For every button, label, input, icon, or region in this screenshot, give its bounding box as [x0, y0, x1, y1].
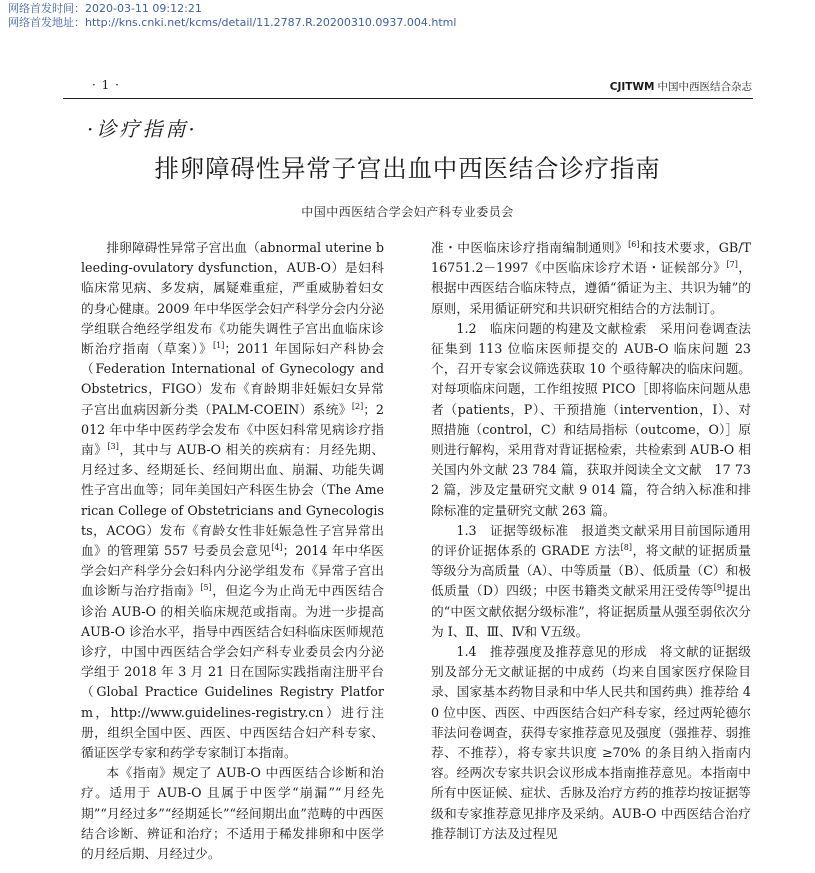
scope-paragraph: 本《指南》规定了 AUB-O 中西医结合诊断和治疗。适用于 AUB-O 且属于中医学“崩漏”“月经先期”“月经过多”“经期延长”“经间期出血”范畴的中西医结合诊断、辨证和治疗；不适用于稀发排卵和中医学的月经后期、月经过少。: [81, 765, 384, 862]
journal-abbreviation: CJITWM: [609, 81, 655, 93]
section-1-3: 1.3 证据等级标准 报道类文献采用目前国际通用的评价证据体系的 GRADE 方法[8]，将文献的证据质量等级分为高质量（A）、中等质量（B）、低质量（C）和极低质量（D）四级；中医书籍类文献采用汪受传等[9]提出的“中医文献依据分级标准”，将证据质量从强至弱依次分为 Ⅰ、Ⅱ、Ⅲ、Ⅳ和 Ⅴ五级。: [431, 522, 752, 639]
section-1-4: 1.4 推荐强度及推荐意见的形成 将文献的证据级别及部分无文献证据的中成药（均来自国家医疗保险目录、国家基本药物目录和中华人民共和国药典）推荐给 40 位中医、西医、中西医结合妇产科专家，经过两轮德尔菲法问卷调查，获得专家推荐意见及强度（强推荐、弱推荐、不推荐），将专家共识度 ≥70% 的条目纳入指南内容。经两次专家共识会议形成本指南推荐意见。本指南中所有中医证候、症状、舌脉及治疗方药的推荐均按证据等级和专家推荐意见排序及采纳。AUB-O 中西医结合治疗推荐制订方法及过程见: [431, 644, 751, 841]
citation-7[interactable]: [7]: [726, 259, 738, 269]
section-1-4-heading: 1.4 推荐强度及推荐意见的形成: [456, 644, 647, 660]
page-number: · 1 ·: [92, 78, 120, 92]
method-paragraph: 准・中医临床诊疗指南编制通则》[6]和技术要求，GB/T 16751.2－1997《中医临床诊疗术语・证候部分》[7]，根据中西医结合临床特点，遵循“循证为主、共识为辅”的原则，采用循证研究和共识研究相结合的方法制订。: [431, 239, 751, 316]
first-publication-address[interactable]: 网络首发地址：http://kns.cnki.net/kcms/detail/11.2787.R.20200310.0937.004.html: [8, 16, 457, 29]
journal-header: [610, 79, 752, 94]
journal-full-name: 中国中西医结合杂志: [657, 81, 752, 93]
citation-6[interactable]: [6]: [628, 239, 640, 249]
right-text-column: [431, 238, 751, 844]
citation-5[interactable]: [5]: [200, 583, 212, 593]
intro-paragraph: 排卵障碍性异常子宫出血（abnormal uterine bleeding-ovulatory dysfunction，AUB-O）是妇科临床常见病、多发病，属疑难重症，严重威胁着妇女的身心健康。2009 年中华医学会妇产科学分会内分泌学组联合绝经学组发布《功能失调性子宫出血临床诊断治疗指南（草案）》[1]；2011 年国际妇产科协会（Federation International of Gynecology and Obstetrics，FIGO）发布《育龄期非妊娠妇女异常子宫出血病因新分类（PALM-COEIN）系统》[2]；2012 年中华中医药学会发布《中医妇科常见病诊疗指南》[3]，其中与 AUB-O 相关的疾病有：月经先期、月经过多、经期延长、经间期出血、崩漏、功能失调性子宫出血等；同年美国妇产科医生协会（The American College of Obstetricians and Gynecologists，ACOG）发布《育龄女性非妊娠急性子宫异常出血》的管理第 557 号委员会意见[4]；2014 年中华医学会妇产科学分会妇科内分泌学组发布《异常子宫出血诊断与治疗指南》[5]，但迄今为止尚无中西医结合诊治 AUB-O 的相关临床规范或指南。为进一步提高 AUB-O 诊治水平，指导中西医结合妇科临床医师规范诊疗，中国中西医结合学会妇产科专业委员会内分泌学组于 2018 年 3 月 21 日在国际实践指南注册平台（Global Practice Guidelines Registry Platform，http://www.guidelines-registry.cn）进行注册，组织全国中医、西医、中西医结合妇产科专家、循证医学专家和药学专家制订本指南。: [81, 240, 385, 761]
section-1-3-heading: 1.3 证据等级标准: [456, 522, 569, 538]
left-text-column: [81, 238, 384, 864]
citation-1[interactable]: [1]: [212, 340, 225, 350]
article-title: 排卵障碍性异常子宫出血中西医结合诊疗指南: [154, 154, 661, 183]
author-affiliation: 中国中西医结合学会妇产科专业委员会: [301, 205, 514, 219]
header-divider: [63, 98, 753, 99]
citation-8[interactable]: [8]: [620, 542, 632, 552]
citation-3[interactable]: [3]: [107, 441, 119, 451]
citation-2[interactable]: [2]: [351, 401, 364, 411]
section-1-2-heading: 1.2 临床问题的构建及文献检索: [456, 320, 647, 336]
citation-4[interactable]: [4]: [271, 542, 283, 552]
first-publication-time: 网络首发时间：2020-03-11 09:12:21: [8, 2, 202, 15]
section-1-2: 1.2 临床问题的构建及文献检索 采用问卷调查法征集到 113 位临床医师提交的 AUB-O 临床问题 23 个，召开专家会议筛选获取 10 个亟待解决的临床问题。对每项临床问题，工作组按照 PICO［即将临床问题从患者（patients，P）、干预措施（intervention，I）、对照措施（control，C）和结局指标（outcome，O）］原则进行解构，采用背对背证据检索，共检索到 AUB-O 相关国内外文献 23 784 篇，获取并阅读全文文献 17 732 篇，涉及定量研究文献 9 014 篇，符合纳入标准和排除标准的定量研究文献 263 篇。: [431, 320, 751, 518]
citation-9[interactable]: [9]: [713, 583, 726, 593]
section-heading: ·诊疗指南·: [87, 117, 198, 141]
